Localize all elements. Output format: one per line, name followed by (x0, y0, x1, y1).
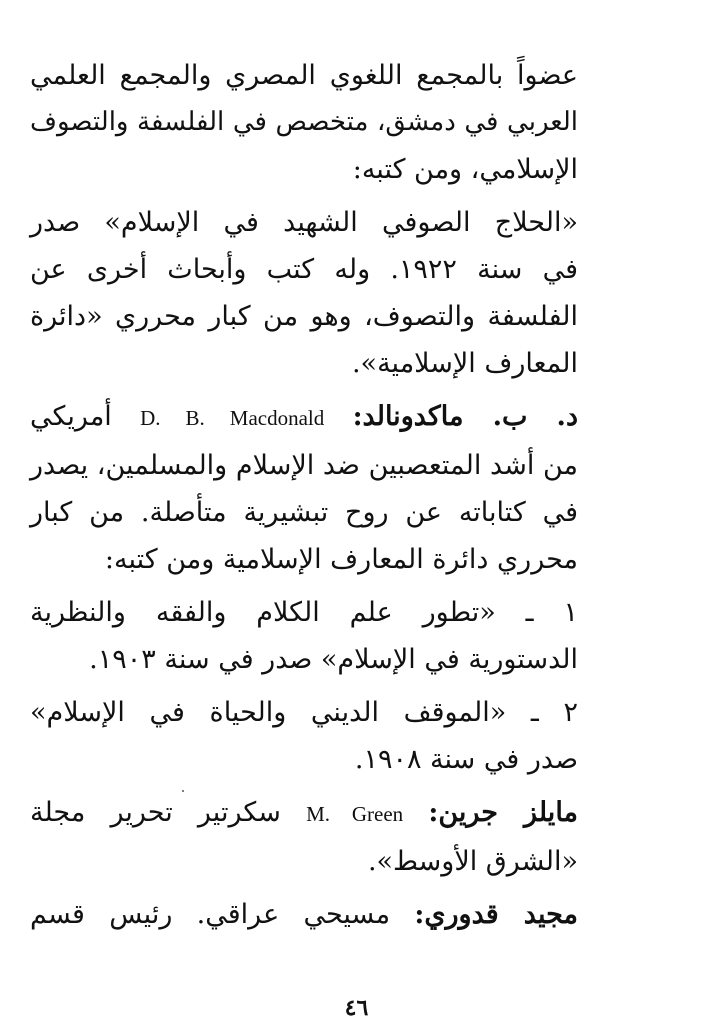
text-line: العربي في دمشق، متخصص في الفلسفة والتصوف (30, 107, 578, 137)
text-line: «الحلاج الصوفي الشهيد في الإسلام» صدر (30, 207, 578, 238)
person-name: مجيد قدوري: (414, 899, 578, 930)
paragraph-green (30, 789, 578, 885)
paragraph-qadduri (30, 891, 578, 938)
page-number: ٤٦ (344, 995, 369, 1021)
text-line: محرري دائرة المعارف الإسلامية ومن كتبه: (104, 544, 578, 575)
text-line (30, 891, 578, 938)
text-line: صدر في سنة ١٩٠٨. (354, 744, 578, 775)
text-line: في كتاباته عن روح تبشيرية متأصلة. من كبار (30, 497, 578, 528)
list-item-1 (30, 589, 578, 683)
person-name-latin: D. B. Macdonald (140, 406, 325, 430)
paragraph-macdonald (30, 393, 578, 583)
paragraph-1 (30, 52, 578, 193)
text-line: من أشد المتعصبين ضد الإسلام والمسلمين، يصدر (30, 450, 578, 481)
text-line: الفلسفة والتصوف، وهو من كبار محرري «دائرة (30, 301, 578, 332)
page-body (30, 52, 578, 944)
text-line: «الشرق الأوسط». (367, 846, 578, 877)
text-line: عضواً بالمجمع اللغوي المصري والمجمع العلمي (30, 60, 578, 91)
line-rest: أمريكي (30, 401, 112, 432)
text-line: الإسلامي، ومن كتبه: (352, 154, 578, 185)
person-name: د. ب. ماكدونالد: (352, 401, 578, 432)
text-line (30, 393, 578, 442)
text-line: ٢ ـ «الموقف الديني والحياة في الإسلام» (30, 697, 578, 728)
paragraph-2 (30, 199, 578, 387)
person-name-latin: M. Green (306, 802, 404, 826)
list-item-2 (30, 689, 578, 783)
text-line: في سنة ١٩٢٢. وله كتب وأبحاث أخرى عن (30, 254, 578, 285)
text-line: ١ ـ «تطور علم الكلام والفقه والنظرية (30, 597, 578, 628)
text-line: المعارف الإسلامية». (351, 348, 578, 379)
scan-speck (182, 790, 184, 792)
text-line: الدستورية في الإسلام» صدر في سنة ١٩٠٣. (89, 644, 578, 675)
line-rest: مسيحي عراقي. رئيس قسم (30, 899, 391, 930)
line-rest: سكرتير تحرير مجلة (30, 797, 281, 828)
text-line (30, 789, 578, 838)
person-name: مايلز جرين: (428, 797, 579, 828)
